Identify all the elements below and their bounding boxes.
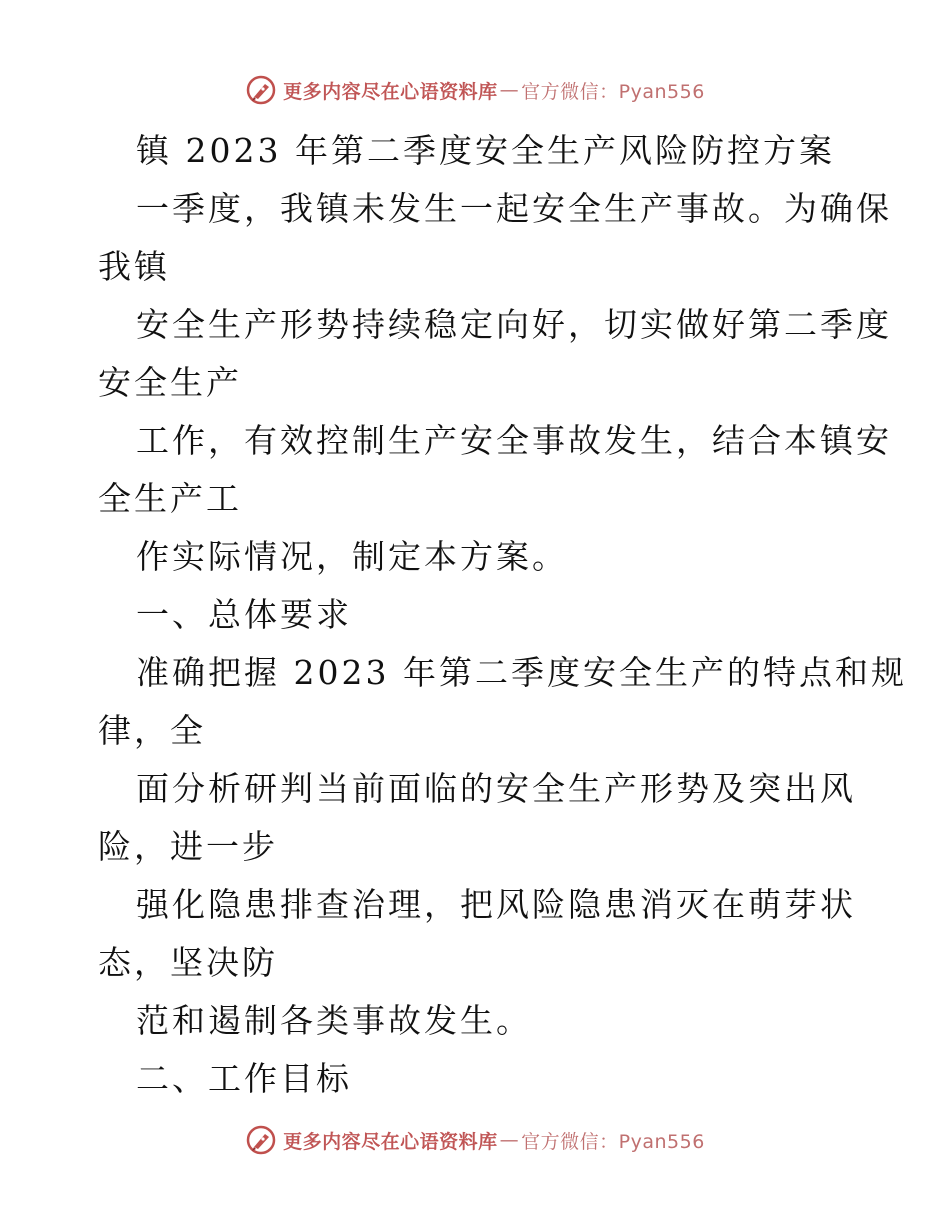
paragraph-line: 作实际情况，制定本方案。 [136, 537, 568, 576]
paragraph-line: 准确把握 2023 年第二季度安全生产的特点和规 [136, 653, 907, 692]
footer-watermark-banner [0, 1120, 950, 1160]
banner-contact: 官方微信：Pyan556 [521, 1130, 705, 1153]
paragraph-line: 险，进一步 [98, 827, 278, 866]
paragraph-line: 工作，有效控制生产安全事故发生，结合本镇安 [136, 421, 892, 460]
document-title: 镇 2023 年第二季度安全生产风险防控方案 [136, 131, 835, 170]
banner-contact: 官方微信：Pyan556 [521, 80, 705, 103]
paragraph-line: 范和遏制各类事故发生。 [136, 1001, 532, 1040]
section-heading: 二、工作目标 [136, 1059, 352, 1098]
paragraph-line: 安全生产形势持续稳定向好，切实做好第二季度 [136, 305, 892, 344]
section-heading: 一、总体要求 [136, 595, 352, 634]
paragraph-line: 强化隐患排查治理，把风险隐患消灭在萌芽状 [136, 885, 856, 924]
paragraph-line: 面分析研判当前面临的安全生产形势及突出风 [136, 769, 856, 808]
paragraph-line: 我镇 [98, 247, 170, 286]
paragraph-line: 一季度，我镇未发生一起安全生产事故。为确保 [136, 189, 892, 228]
document-body [98, 122, 907, 1108]
paragraph-line: 全生产工 [98, 479, 242, 518]
banner-title: 更多内容尽在心语资料库 [283, 1130, 498, 1153]
header-watermark-banner [0, 70, 950, 110]
banner-separator: — [499, 79, 520, 101]
banner-title: 更多内容尽在心语资料库 [283, 80, 498, 103]
paragraph-line: 安全生产 [98, 363, 242, 402]
pen-nib-logo-icon [245, 1124, 277, 1156]
paragraph-line: 律，全 [98, 711, 206, 750]
paragraph-line: 态，坚决防 [98, 943, 278, 982]
banner-separator: — [499, 1129, 520, 1151]
pen-nib-logo-icon [245, 74, 277, 106]
